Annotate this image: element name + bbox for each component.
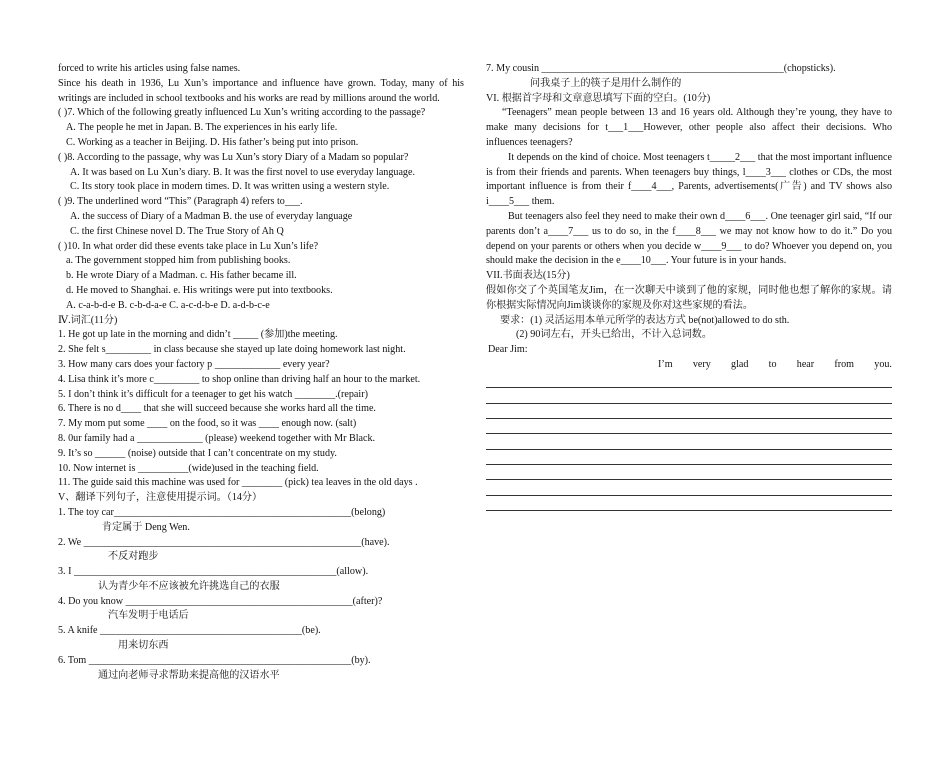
question-option: A. The people he met in Japan. B. The experiences in his early life.	[66, 122, 338, 134]
vocab-list	[58, 328, 464, 491]
cloze-heading: VI. 根据首字母和文章意思填写下面的空白。(10分)	[486, 92, 711, 104]
translation-item: 3. I ____________________________________________________(allow).	[58, 566, 369, 578]
question-option: C. Working as a teacher in Beijing. D. His father’s being put into prison.	[66, 136, 359, 148]
vocab-item: 10. Now internet is __________(wide)used in the teaching field.	[58, 462, 319, 474]
question-option: C. Its story took place in modern times. D. It was written using a western style.	[70, 181, 390, 193]
passage	[58, 62, 464, 106]
writing-answer-line[interactable]	[486, 373, 892, 388]
vocab-item: 3. How many cars does your factory p _____________ every year?	[58, 358, 330, 370]
question-option: A. c-a-b-d-e B. c-b-d-a-e C. a-c-d-b-e D. a-d-b-c-e	[66, 299, 270, 311]
writing-prompt: 假如你交了个英国笔友Jim，在一次聊天中谈到了他的家规，同时他也想了解你的家规。请你根据实际情况向Jim谈谈你的家规及你对这些家规的看法。	[486, 284, 892, 311]
vocab-heading: Ⅳ.词汇(11分)	[58, 314, 118, 326]
greeting-word: very	[692, 358, 711, 370]
salutation: Dear Jim:	[488, 344, 528, 356]
translation-heading: V、翻译下列句子，注意使用提示词。（14分）	[58, 492, 263, 504]
greeting-word: I’m	[658, 358, 673, 370]
question-stem: ( )9. The underlined word “This” (Paragraph 4) refers to___.	[58, 196, 303, 208]
translation-hint: 肯定属于 Deng Wen.	[102, 521, 190, 533]
translation-list	[58, 506, 464, 684]
cloze-paragraph: “Teenagers” mean people between 13 and 16 years old. Although they’re young, they have to make many decisions for t___1___However, other people also affect their decisions. Who influences teenagers?	[486, 107, 892, 148]
translation-item: 5. A knife ________________________________________(be).	[58, 625, 321, 637]
vocab-item: 11. The guide said this machine was used for ________ (pick) tea leaves in the old days .	[58, 477, 418, 489]
translation-item: 6. Tom ____________________________________________________(by).	[58, 654, 371, 666]
reading-question-9	[58, 195, 464, 239]
question-option: a. The government stopped him from publishing books.	[66, 255, 291, 267]
greeting-word: glad	[731, 358, 749, 370]
greeting-line	[486, 358, 892, 373]
reading-question-7	[58, 106, 464, 150]
cloze-paragraph: It depends on the kind of choice. Most teenagers t_____2___ that the most important influence is from their friends and parents. When teenagers buy things, l____3___ clothes or CDs, the most important influence is from their f____4___, Parents, advertisements(广告) and TV shows also i____5___ them.	[486, 151, 892, 208]
writing-answer-line[interactable]	[486, 465, 892, 480]
question-stem: ( )10. In what order did these events take place in Lu Xun’s life?	[58, 240, 319, 252]
writing-answer-line[interactable]	[486, 419, 892, 434]
vocab-item: 1. He got up late in the morning and didn’t _____ (参加)the meeting.	[58, 329, 338, 341]
question-stem: ( )7. Which of the following greatly influenced Lu Xun’s writing according to the passage?	[58, 107, 426, 119]
passage-line: forced to write his articles using false names.	[58, 63, 241, 74]
cloze-paragraph: But teenagers also feel they need to make their own d____6___. One teenager girl said, “If our parents don’t a____7___ us to do so, in the f____8___ we may not know how to do it.” Do you depend on your parents or others when you decide w____9___ to do? Whoever you depend on, you should make the decision in the e____10___. Your future is in your hands.	[486, 210, 892, 267]
question-option: C. the first Chinese novel D. The True Story of Ah Q	[70, 225, 284, 237]
left-column	[58, 62, 464, 683]
writing-heading: VII.书面表达(15分)	[486, 270, 570, 282]
right-column	[486, 62, 892, 511]
reading-question-10	[58, 240, 464, 314]
translation-item: 7. My cousin ________________________________________________(chopsticks).	[486, 63, 836, 74]
translation-hint: 汽车发明于电话后	[108, 610, 189, 622]
vocab-item: 8. 0ur family had a _____________ (please) weekend together with Mr Black.	[58, 432, 376, 444]
cloze-passage	[486, 106, 892, 269]
writing-answer-line[interactable]	[486, 480, 892, 495]
question-option: A. It was based on Lu Xun’s diary. B. It was the first novel to use everyday language.	[70, 166, 415, 178]
question-option: b. He wrote Diary of a Madman. c. His father became ill.	[66, 270, 297, 282]
translation-hint: 不反对跑步	[108, 551, 159, 563]
greeting-word: to	[768, 358, 777, 370]
writing-answer-line[interactable]	[486, 496, 892, 511]
vocab-item: 5. I don’t think it’s difficult for a teenager to get his watch ________.(repair)	[58, 388, 368, 400]
writing-requirement: (2) 90词左右，开头已给出，不计入总词数。	[516, 329, 712, 341]
vocab-item: 4. Lisa think it’s more c_________ to shop online than driving half an hour to the market.	[58, 373, 421, 385]
translation-hint: 认为青少年不应该被允许挑选自己的衣服	[98, 580, 280, 592]
vocab-item: 6. There is no d____ that she will succeed because she works hard all the time.	[58, 403, 376, 415]
writing-requirement: 要求：(1) 灵活运用本单元所学的表达方式 be(not)allowed to do sth.	[500, 314, 790, 326]
writing-answer-line[interactable]	[486, 450, 892, 465]
greeting-word: from	[834, 358, 855, 370]
translation-hint: 用来切东西	[118, 640, 169, 652]
question-option: A. the success of Diary of a Madman B. the use of everyday language	[70, 210, 353, 222]
translation-hint: 通过向老师寻求帮助来提高他的汉语水平	[98, 669, 280, 681]
translation-hint: 问我桌子上的筷子是用什么制作的	[530, 77, 682, 89]
greeting-word: you.	[874, 358, 892, 370]
translation-item: 1. The toy car_______________________________________________(belong)	[58, 506, 386, 518]
writing-answer-line[interactable]	[486, 388, 892, 403]
translation-item: 4. Do you know _____________________________________________(after)?	[58, 595, 383, 607]
passage-paragraph: Since his death in 1936, Lu Xun’s importance and influence have grown. Today, many of his writings are included in school textbooks and his works are read by millions around the world.	[58, 77, 464, 104]
vocab-item: 2. She felt s_________ in class because she stayed up late doing homework last night.	[58, 344, 406, 356]
writing-answer-line[interactable]	[486, 404, 892, 419]
greeting-word: hear	[796, 358, 815, 370]
reading-question-8	[58, 151, 464, 195]
vocab-item: 7. My mom put some ____ on the food, so it was ____ enough now. (salt)	[58, 418, 357, 430]
vocab-item: 9. It’s so ______ (noise) outside that I can’t concentrate on my study.	[58, 447, 337, 459]
question-option: d. He moved to Shanghai. e. His writings were put into textbooks.	[66, 284, 333, 296]
translation-item: 2. We _______________________________________________________(have).	[58, 536, 390, 548]
question-stem: ( )8. According to the passage, why was Lu Xun’s story Diary of a Madam so popular?	[58, 151, 409, 163]
writing-lines[interactable]	[486, 373, 892, 512]
writing-answer-line[interactable]	[486, 434, 892, 449]
